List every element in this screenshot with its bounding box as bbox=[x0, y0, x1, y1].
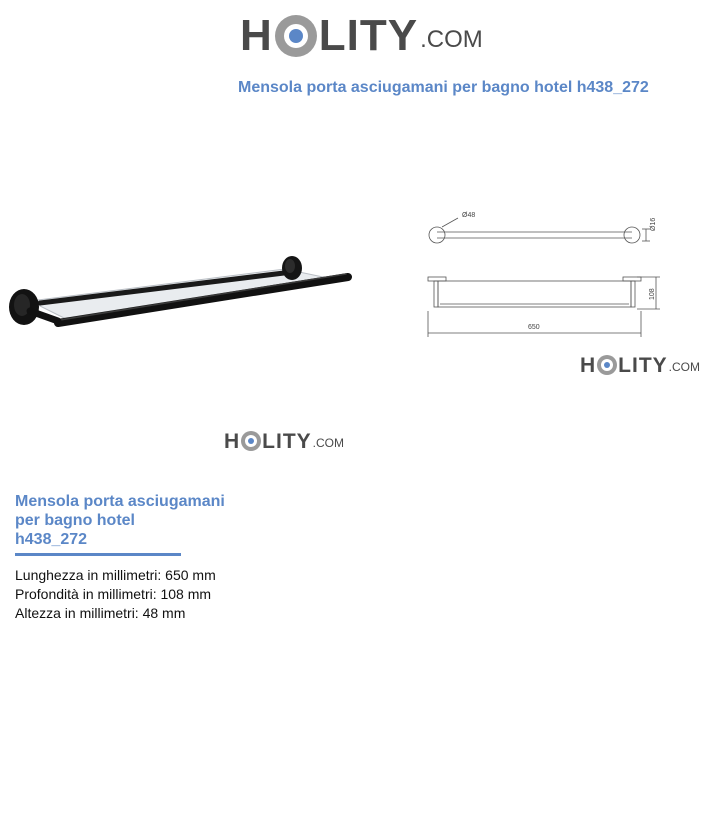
logo-o-icon bbox=[597, 355, 617, 375]
logo-dotcom: .COM bbox=[312, 436, 345, 450]
dim-diameter-small-label: Ø16 bbox=[650, 217, 657, 231]
page-title: Mensola porta asciugamani per bagno hotel h438_272 bbox=[238, 79, 649, 96]
logo-letter-h: H bbox=[224, 430, 241, 453]
logo-o-icon bbox=[275, 15, 317, 57]
product-title-line: per bagno hotel bbox=[15, 512, 135, 529]
spec-length: Lunghezza in millimetri: 650 mm bbox=[15, 567, 216, 583]
logo-letters-lity: LITY bbox=[262, 430, 312, 453]
dim-depth-label: 108 bbox=[649, 288, 656, 300]
logo-o-icon bbox=[241, 431, 261, 451]
product-title-line: Mensola porta asciugamani bbox=[15, 493, 225, 510]
logo-letter-h: H bbox=[580, 354, 597, 377]
brand-logo-small bbox=[580, 355, 700, 376]
spec-height: Altezza in millimetri: 48 mm bbox=[15, 605, 186, 621]
product-code: h438_272 bbox=[15, 531, 88, 548]
logo-letters-lity: LITY bbox=[318, 11, 419, 60]
dim-diameter-large-label: Ø48 bbox=[462, 212, 476, 219]
spec-list bbox=[15, 566, 216, 623]
technical-drawing bbox=[420, 205, 670, 340]
brand-logo-small bbox=[224, 431, 344, 452]
product-image bbox=[0, 245, 360, 340]
logo-letter-h: H bbox=[240, 11, 273, 60]
logo-letters-lity: LITY bbox=[618, 354, 668, 377]
brand-logo bbox=[240, 11, 483, 60]
title-underline bbox=[15, 553, 181, 556]
dim-length-label: 650 bbox=[528, 324, 540, 331]
logo-dotcom: .COM bbox=[420, 26, 483, 53]
product-title bbox=[15, 492, 245, 549]
logo-dotcom: .COM bbox=[668, 360, 701, 374]
spec-depth: Profondità in millimetri: 108 mm bbox=[15, 586, 212, 602]
